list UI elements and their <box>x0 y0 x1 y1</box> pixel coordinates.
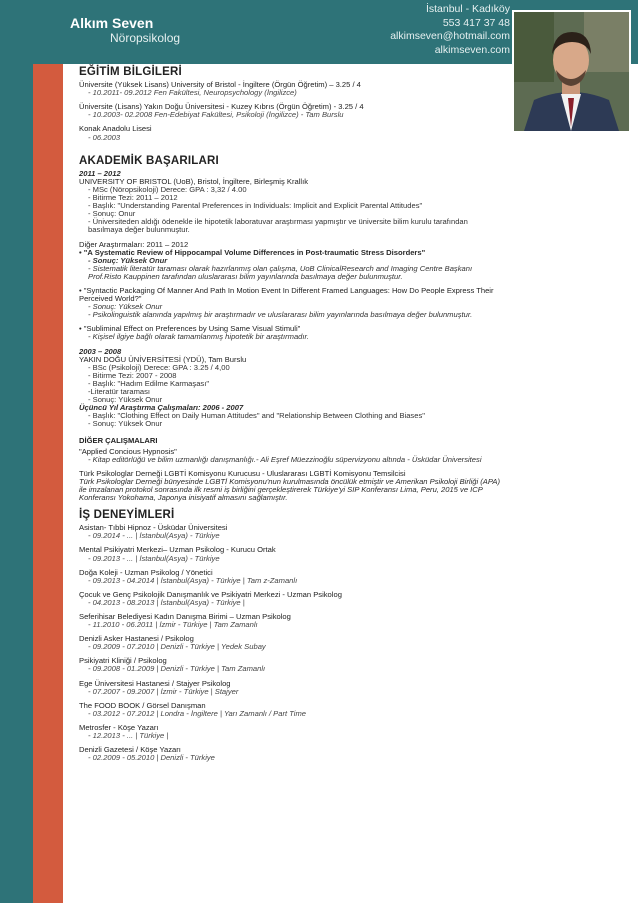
experience-entry <box>79 524 503 540</box>
experience-entry <box>79 746 503 762</box>
experience-detail: - 09.2013 - ... | İstanbul(Asya) - Türkiye <box>88 553 220 563</box>
lgbti-title: Türk Psikologlar Derneği LGBTİ Komisyonu Kurucusu - Uluslararası LGBTİ Komisyonu Temsilcisi <box>79 468 406 478</box>
experience-title: Asistan- Tıbbi Hipnoz - Üsküdar Üniversitesi <box>79 523 228 533</box>
contact-location: İstanbul - Kadıköy <box>425 3 510 15</box>
education-heading: EĞİTİM BİLGİLERİ <box>79 66 182 78</box>
resume-content <box>79 68 503 768</box>
education-entry <box>79 125 503 141</box>
bristol-line: - MSc (Nöropsikoloji) Derece: GPA : 3,32 / 4.00 <box>88 184 247 194</box>
research-1-note: - Sistematik literatür taraması olarak hazırlanmış olan çalışma, UoB ClinicalResearch and Imaging Centre Başkanı Prof.Risto Kauppinen tarafından uluslararası bilim yayınlarında basılmaya değer bulunmuştur. <box>88 263 473 281</box>
experience-entry <box>79 635 503 651</box>
hypnosis-title: "Applied Concious Hypnosis" <box>79 446 177 456</box>
experience-detail: - 11.2010 - 06.2011 | İzmir - Türkiye | Tam Zamanlı <box>88 620 258 630</box>
experience-detail: - 12.2013 - ... | Türkiye | <box>88 731 169 740</box>
research-title: • "A Systematic Review of Hippocampal Volume Differences in Post-traumatic Stress Disorders" <box>79 247 426 257</box>
left-stripe-orange <box>33 0 63 903</box>
bristol-name: UNIVERSITY OF BRISTOL (UoB), Bristol, İngiltere, Birleşmiş Krallık <box>79 176 308 186</box>
contact-website[interactable]: alkimseven.com <box>434 43 510 56</box>
third-year-label: Üçüncü Yıl Araştırma Çalışmaları: 2006 - 2007 <box>79 403 244 413</box>
ydu-line: - BSc (Psikoloji) Derece: GPA : 3.25 / 4,00 <box>88 362 230 372</box>
contact-block <box>390 3 510 57</box>
experience-detail: - 09.2008 - 01.2009 | Denizli - Türkiye | Tam Zamanlı <box>88 664 266 674</box>
experience-title: Metrosfer - Köşe Yazarı <box>79 722 159 732</box>
education-title: Konak Anadolu Lisesi <box>79 124 152 134</box>
experience-entry <box>79 702 503 718</box>
experience-entry <box>79 680 503 696</box>
bristol-line: - Bitirme Tezi: 2011 – 2012 <box>88 193 178 203</box>
portrait-photo-icon <box>514 12 629 131</box>
experience-title: Çocuk ve Genç Psikolojik Danışmanlık ve Psikiyatri Merkezi - Uzman Psikolog <box>79 589 342 599</box>
research-3-title: "Subliminal Effect on Preferences by Using Same Visual Stimuli" <box>83 324 301 334</box>
third-year-line: - Sonuç: Yüksek Onur <box>88 419 163 429</box>
experience-entry <box>79 657 503 673</box>
experience-heading: İŞ DENEYİMLERİ <box>79 509 175 522</box>
ydu-period: 2003 – 2008 <box>79 346 122 356</box>
bristol-line: - Başlık: "Understanding Parental Preferences in Individuals: Implicit and Explicit Parental Attitudes" <box>88 201 423 211</box>
ydu-line: - Başlık: "Hadım Edilme Karmaşası" <box>88 378 210 388</box>
experience-title: Denizli Gazetesi / Köşe Yazarı <box>79 745 181 755</box>
profile-photo <box>512 10 631 133</box>
experience-title: Ege Üniversitesi Hastanesi / Stajyer Psikolog <box>79 678 231 688</box>
research-1-title: "A Systematic Review of Hippocampal Volume Differences in Post-traumatic Stress Disorders" <box>83 247 426 257</box>
experience-title: Psikiyatri Kliniği / Psikolog <box>79 656 167 666</box>
research-1-result: - Sonuç: Yüksek Onur <box>88 255 168 265</box>
education-detail: - 10.2003- 02.2008 Fen-Edebiyat Fakültesi, Psikoloji (İngilizce) - Tam Burslu <box>88 110 344 120</box>
left-stripe-teal <box>0 0 33 903</box>
research-title: • "Subliminal Effect on Preferences by Using Same Visual Stimuli" <box>79 324 301 334</box>
person-title: Nöropsikolog <box>110 31 181 45</box>
education-detail: - 10.2011- 09.2012 Fen Fakültesi, Neuropsychology (İngilizce) <box>88 88 297 98</box>
education-title: Üniversite (Lisans) Yakın Doğu Üniversitesi - Kuzey Kıbrıs (Örgün Öğretim) - 3.25 / 4 <box>79 102 364 112</box>
experience-detail: - 03.2012 - 07.2012 | Londra - İngiltere | Yarı Zamanlı / Part Time <box>88 708 307 718</box>
research-2-result: - Sonuç: Yüksek Onur <box>88 302 163 312</box>
academic-heading: AKADEMİK BAŞARILARI <box>79 154 219 167</box>
experience-entry <box>79 569 503 585</box>
other-work-heading: DİĞER ÇALIŞMALARI <box>79 436 158 446</box>
research-title: • "Syntactic Packaging Of Manner And Path In Motion Event In Different Framed Languages: How Do People Express Their Perceived World?" <box>79 285 494 304</box>
experience-title: Doğa Koleji - Uzman Psikolog / Yönetici <box>79 567 213 577</box>
ydu-name: YAKIN DOĞU ÜNİVERSİTESİ (YDÜ), Tam Burslu <box>79 354 247 364</box>
experience-title: Denizli Asker Hastanesi / Psikolog <box>79 634 194 644</box>
education-entry <box>79 81 503 97</box>
hypnosis-note: - Kitap editörlüğü ve bilim uzmanlığı danışmanlığı.- Ali Eşref Müezzinoğlu süpervizyonu altında - Üsküdar Üniversitesi <box>88 454 482 464</box>
contact-phone: 553 417 37 48 <box>442 16 510 29</box>
experience-detail: - 09.2014 - ... | İstanbul(Asya) - Türkiye <box>88 531 220 541</box>
education-title: Üniversite (Yüksek Lisans) University of Bristol - İngiltere (Örgün Öğretim) – 3.25 / 4 <box>79 80 361 90</box>
experience-title: The FOOD BOOK / Görsel Danışman <box>79 700 206 710</box>
research-2-note: - Psikolinguistik alanında yapılmış bir araştırmadır ve uluslararası bilim yayınlarında basılmaya değer bulunmuştur. <box>88 310 473 320</box>
experience-detail: - 09.2013 - 04.2014 | İstanbul(Asya) - Türkiye | Tam z-Zamanlı <box>88 575 298 585</box>
bristol-line: - Üniversiteden aldığı ödenekle ile hipotetik laboratuvar araştırması yapmıştır ve üniversite bilim kurulu tarafından basılmaya değer bulunmuştur. <box>88 217 468 235</box>
contact-email[interactable]: alkimseven@hotmail.com <box>390 30 510 43</box>
experience-detail: - 02.2009 - 05.2010 | Denizli - Türkiye <box>88 753 215 763</box>
experience-detail: - 09.2009 - 07.2010 | Denizli - Türkiye | Yedek Subay <box>88 642 266 652</box>
experience-title: Seferihisar Belediyesi Kadın Danışma Birimi – Uzman Psikolog <box>79 611 291 621</box>
experience-detail: - 07.2007 - 09.2007 | İzmir - Türkiye | Stajyer <box>88 686 239 696</box>
experience-title: Mental Psikiyatri Merkezi– Uzman Psikolog - Kurucu Ortak <box>79 545 276 555</box>
bristol-line: - Sonuç: Onur <box>88 209 136 219</box>
education-entry <box>79 103 503 119</box>
lgbti-note: Türk Psikologlar Derneği bünyesinde LGBTİ Komisyonu'nun kurulmasında öncülük etmiştir ve Amerikan Psikoloji Birliği (APA) ile imzalanan protokol sonrasında ilk resmi iş birliğini gerçekleştirerek Türkiye'yi SIP Konferansı Lima, Peru, 2015 ve ICP Konferansı Yokohama, Japonya inisiyatif almasını sağlamıştır. <box>79 476 500 503</box>
research-3-note: - Kişisel ilgiye bağlı olarak tamamlanmış hipotetik bir araştırmadır. <box>88 332 309 342</box>
experience-entry <box>79 546 503 562</box>
education-detail: - 06.2003 <box>88 132 121 142</box>
ydu-line: - Sonuç: Yüksek Onur <box>88 395 163 405</box>
ydu-line: - Bitirme Tezi: 2007 - 2008 <box>88 370 177 380</box>
third-year-line: - Başlık: "Clothing Effect on Daily Human Attitudes" and "Relationship Between Clothing and Biases" <box>88 411 425 421</box>
bristol-period: 2011 – 2012 <box>79 168 121 178</box>
research-2-title: "Syntactic Packaging Of Manner And Path In Motion Event In Different Framed Languages: How Do People Express Their Perceived World?" <box>79 285 494 304</box>
experience-entry <box>79 613 503 629</box>
experience-entry <box>79 724 503 740</box>
experience-detail: - 04.2013 - 08.2013 | İstanbul(Asya) - Türkiye | <box>88 597 245 607</box>
person-name: Alkım Seven <box>70 15 154 31</box>
ydu-line: -Literatür taraması <box>88 387 151 396</box>
other-research-label: Diğer Araştırmaları: 2011 – 2012 <box>79 239 189 249</box>
experience-entry <box>79 591 503 607</box>
